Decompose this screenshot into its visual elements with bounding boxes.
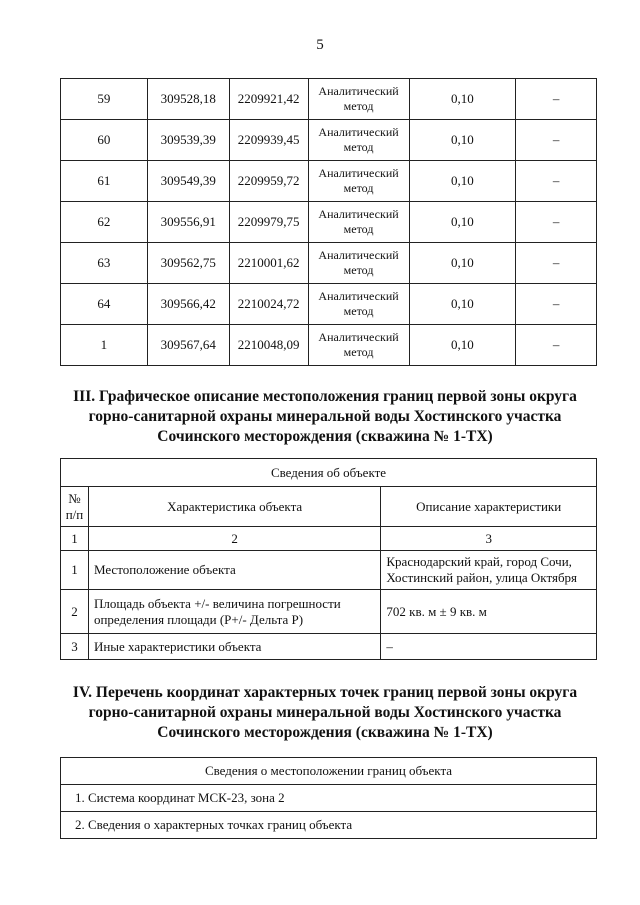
- method-line-1: Аналитический: [318, 125, 399, 139]
- description-cell: –: [516, 79, 597, 120]
- method-line-1: Аналитический: [318, 289, 399, 303]
- row-number: 1: [61, 551, 89, 590]
- method-line-2: метод: [343, 99, 374, 113]
- method-cell: [308, 284, 409, 325]
- method-cell: [308, 120, 409, 161]
- point-number-cell: 64: [61, 284, 148, 325]
- section-3-title-line-2: горно-санитарной охраны минеральной воды Хостинского участка: [88, 408, 562, 425]
- point-number-cell: 62: [61, 202, 148, 243]
- coordinate-system-item: 1. Система координат МСК-23, зона 2: [61, 785, 597, 812]
- method-cell: [308, 325, 409, 366]
- section-3-heading: [40, 387, 610, 447]
- point-number-cell: 63: [61, 243, 148, 284]
- description-cell: –: [516, 202, 597, 243]
- x-coordinate-cell: 309556,91: [147, 202, 229, 243]
- description-line-1: Краснодарский край, город Сочи,: [386, 554, 572, 569]
- x-coordinate-cell: 309566,42: [147, 284, 229, 325]
- method-line-2: метод: [343, 345, 374, 359]
- description-cell: –: [516, 325, 597, 366]
- description-cell: 702 кв. м ± 9 кв. м: [381, 590, 597, 634]
- x-coordinate-cell: 309539,39: [147, 120, 229, 161]
- coordinate-row: [61, 284, 597, 325]
- characteristic-cell: Местоположение объекта: [88, 551, 380, 590]
- precision-cell: 0,10: [409, 202, 516, 243]
- index-cell: 2: [88, 527, 380, 551]
- method-line-2: метод: [343, 222, 374, 236]
- object-table-caption: Сведения об объекте: [61, 459, 597, 487]
- method-line-1: Аналитический: [318, 166, 399, 180]
- precision-cell: 0,10: [409, 325, 516, 366]
- characteristic-line-2: определения площади (Р+/- Дельта Р): [93, 611, 304, 627]
- description-cell: –: [516, 161, 597, 202]
- y-coordinate-cell: 2209959,72: [229, 161, 308, 202]
- coordinate-row: [61, 79, 597, 120]
- y-coordinate-cell: 2209979,75: [229, 202, 308, 243]
- coordinate-row: [61, 161, 597, 202]
- description-cell: –: [381, 634, 597, 660]
- characteristic-cell: [88, 590, 380, 634]
- coordinate-row: [61, 202, 597, 243]
- description-cell: –: [516, 243, 597, 284]
- index-cell: 3: [381, 527, 597, 551]
- section-4-title-line-2: горно-санитарной охраны минеральной воды Хостинского участка: [88, 704, 562, 721]
- page-number: 5: [316, 37, 324, 53]
- method-line-2: метод: [343, 181, 374, 195]
- section-4-heading: [40, 683, 610, 743]
- boundary-info-table: [60, 757, 597, 839]
- characteristic-cell: Иные характеристики объекта: [88, 634, 380, 660]
- method-line-1: Аналитический: [318, 248, 399, 262]
- point-number-cell: 59: [61, 79, 148, 120]
- coordinate-row: [61, 120, 597, 161]
- header-characteristic: Характеристика объекта: [88, 487, 380, 527]
- boundary-points-item: 2. Сведения о характерных точках границ объекта: [61, 812, 597, 839]
- method-line-1: Аналитический: [318, 84, 399, 98]
- description-cell: [381, 551, 597, 590]
- row-number: 3: [61, 634, 89, 660]
- section-3-title-line-1: III. Графическое описание местоположения границ первой зоны округа: [73, 388, 577, 405]
- method-line-1: Аналитический: [318, 330, 399, 344]
- coordinate-row: [61, 243, 597, 284]
- method-line-2: метод: [343, 304, 374, 318]
- coordinate-row: [61, 325, 597, 366]
- y-coordinate-cell: 2209921,42: [229, 79, 308, 120]
- boundary-table-caption: Сведения о местоположении границ объекта: [61, 758, 597, 785]
- method-cell: [308, 79, 409, 120]
- object-info-table: [60, 458, 597, 660]
- x-coordinate-cell: 309562,75: [147, 243, 229, 284]
- method-cell: [308, 243, 409, 284]
- y-coordinate-cell: 2210001,62: [229, 243, 308, 284]
- point-number-cell: 1: [61, 325, 148, 366]
- method-line-2: метод: [343, 263, 374, 277]
- header-num-line-1: №: [68, 490, 81, 506]
- method-cell: [308, 202, 409, 243]
- index-cell: 1: [61, 527, 89, 551]
- section-4-title-line-3: Сочинского месторождения (скважина № 1-ТХ): [157, 724, 493, 741]
- method-line-2: метод: [343, 140, 374, 154]
- y-coordinate-cell: 2210048,09: [229, 325, 308, 366]
- description-cell: –: [516, 284, 597, 325]
- method-line-1: Аналитический: [318, 207, 399, 221]
- section-4-title-line-1: IV. Перечень координат характерных точек границ первой зоны округа: [72, 684, 578, 701]
- x-coordinate-cell: 309549,39: [147, 161, 229, 202]
- coordinates-table: [60, 78, 597, 366]
- precision-cell: 0,10: [409, 284, 516, 325]
- description-cell: –: [516, 120, 597, 161]
- y-coordinate-cell: 2210024,72: [229, 284, 308, 325]
- header-num-cell: [61, 487, 89, 527]
- point-number-cell: 61: [61, 161, 148, 202]
- precision-cell: 0,10: [409, 243, 516, 284]
- row-number: 2: [61, 590, 89, 634]
- characteristic-line-1: Площадь объекта +/- величина погрешности: [93, 595, 341, 611]
- x-coordinate-cell: 309528,18: [147, 79, 229, 120]
- header-description: Описание характеристики: [381, 487, 597, 527]
- description-line-2: Хостинский район, улица Октября: [386, 570, 578, 585]
- precision-cell: 0,10: [409, 161, 516, 202]
- x-coordinate-cell: 309567,64: [147, 325, 229, 366]
- y-coordinate-cell: 2209939,45: [229, 120, 308, 161]
- precision-cell: 0,10: [409, 79, 516, 120]
- section-3-title-line-3: Сочинского месторождения (скважина № 1-ТХ): [157, 428, 493, 445]
- header-num-line-2: п/п: [65, 506, 84, 522]
- method-cell: [308, 161, 409, 202]
- point-number-cell: 60: [61, 120, 148, 161]
- precision-cell: 0,10: [409, 120, 516, 161]
